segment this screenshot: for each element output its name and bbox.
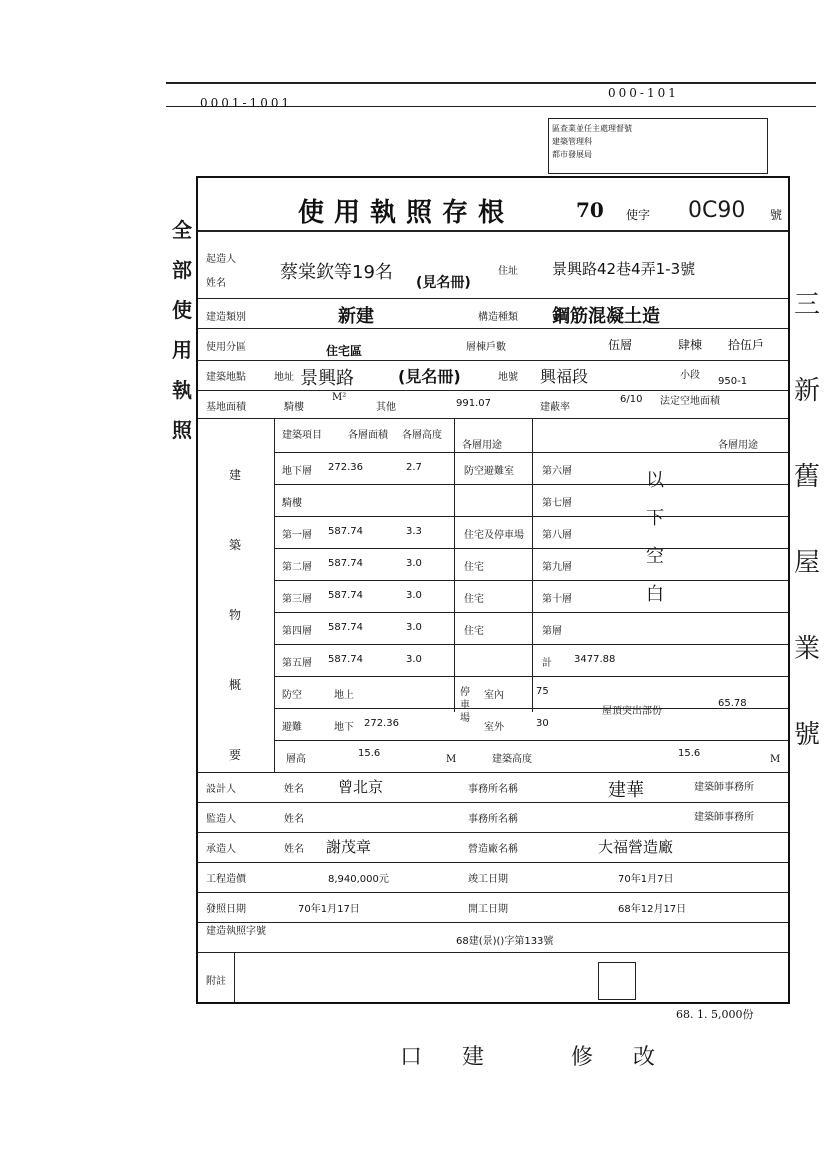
contractor-firm: 大福營造廠 [598, 838, 674, 856]
start-label: 開工日期 [468, 904, 508, 915]
floor-header-use-right: 各層用途 [718, 440, 758, 451]
parking-outdoor-value: 30 [536, 718, 549, 729]
supervisor-office-label: 事務所名稱 [468, 814, 518, 825]
structure-value: 鋼筋混凝土造 [552, 306, 660, 327]
floor-use: 住宅 [464, 594, 484, 605]
site-district: 興福段 [540, 367, 589, 386]
designer-name-label: 姓名 [284, 784, 304, 795]
total-value: 3477.88 [574, 654, 616, 665]
floor-header-height: 各層高度 [402, 430, 442, 441]
floor-area: 587.74 [328, 654, 363, 665]
floor-name-right: 第九層 [542, 562, 572, 573]
building-type-value: 新建 [338, 306, 374, 327]
height-unit: M [446, 754, 457, 765]
floor-height: 3.0 [406, 622, 422, 633]
floor-height: 2.7 [406, 462, 422, 473]
air-raid-under-value: 272.36 [364, 718, 399, 729]
seal-stamp [598, 962, 636, 1000]
top-left-code: 0001-1001 [200, 96, 293, 110]
total-label: 計 [542, 658, 552, 669]
parking-outdoor: 室外 [484, 722, 504, 733]
floor-name-right: 第七層 [542, 498, 572, 509]
bottom-margin-note: 口建 修改 [400, 1045, 695, 1070]
air-raid-ground: 地上 [334, 690, 354, 701]
parking-label: 停車場 [460, 687, 470, 724]
floor-name-right: 第層 [542, 626, 562, 637]
area-label: 基地面積 [206, 402, 246, 413]
floor-name: 地下層 [282, 466, 312, 477]
units-value: 拾伍戶 [728, 338, 765, 352]
floor-area: 587.74 [328, 590, 363, 601]
floor-use: 住宅 [464, 626, 484, 637]
contractor-name-label: 姓名 [284, 844, 304, 855]
supervisor-label: 監造人 [206, 814, 236, 825]
cert-suffix: 號 [770, 208, 783, 222]
finish-value: 70年1月7日 [618, 874, 674, 885]
parking-indoor-value: 75 [536, 686, 549, 697]
owner-addr-value: 景興路42巷4弄1-3號 [552, 260, 696, 278]
bld-height-unit: M [770, 754, 781, 765]
owner-label-top: 起造人 [206, 254, 236, 265]
owner-note: (見名冊) [416, 275, 471, 291]
bld-height-label: 建築高度 [492, 754, 532, 765]
form-title: 使用執照存根 [298, 198, 515, 228]
issue-value: 70年1月17日 [298, 904, 360, 915]
buildings-value: 肆棟 [678, 338, 703, 352]
building-summary-label: 建 築 物 概 要 [228, 468, 241, 762]
contractor-name: 謝茂章 [326, 838, 372, 856]
floor-area: 272.36 [328, 462, 363, 473]
floor-area: 587.74 [328, 558, 363, 569]
other-label: 其他 [376, 402, 396, 413]
supervisor-office-type: 建築師事務所 [694, 812, 754, 823]
coverage-value: 6/10 [620, 394, 643, 405]
floor-use: 住宅 [464, 562, 484, 573]
contractor-firm-label: 營造廠名稱 [468, 844, 518, 855]
left-margin-note: 全部使用執照 [172, 218, 192, 442]
site-lot-label: 地號 [498, 372, 518, 383]
floor-header-area: 各層面積 [348, 430, 388, 441]
floor-area: 587.74 [328, 622, 363, 633]
owner-value: 蔡棠欽等19名 [280, 262, 393, 283]
building-type-label: 建造類別 [206, 312, 246, 323]
site-note: (見名冊) [398, 367, 461, 386]
floors-count-label: 層棟戶數 [466, 342, 506, 353]
cert-number: 0C90 [688, 198, 746, 223]
issue-label: 發照日期 [206, 904, 246, 915]
site-sub: 小段 [680, 370, 700, 381]
cert-prefix: 使字 [626, 208, 651, 222]
designer-label: 設計人 [206, 784, 236, 795]
legal-open-label: 法定空地面積 [660, 396, 720, 407]
owner-addr-label: 住址 [498, 266, 518, 277]
other-value: 991.07 [456, 398, 491, 409]
footer-print: 68. 1. 5,000份 [676, 1008, 754, 1021]
remarks-label: 附註 [206, 976, 226, 987]
permit-value: 68建(景)()字第133號 [456, 936, 554, 947]
floor-height: 3.0 [406, 558, 422, 569]
right-margin-note: 三新舊屋業號 [794, 290, 821, 750]
roof-label: 屋頂突出部份 [602, 706, 662, 717]
floors-value: 伍層 [608, 338, 633, 352]
designer-name: 曾北京 [338, 778, 384, 796]
arcade-label: 騎樓 [284, 402, 304, 413]
form-year: 70 [576, 198, 604, 222]
floor-name: 第一層 [282, 530, 312, 541]
floor-name: 第五層 [282, 658, 312, 669]
floor-use: 防空避難室 [464, 466, 514, 477]
floor-name: 騎樓 [282, 498, 302, 509]
finish-label: 竣工日期 [468, 874, 508, 885]
site-label: 建築地點 [206, 372, 246, 383]
height-label: 層高 [286, 754, 306, 765]
cost-label: 工程造價 [206, 874, 246, 885]
floor-name-right: 第六層 [542, 466, 572, 477]
floor-height: 3.3 [406, 526, 422, 537]
contractor-label: 承造人 [206, 844, 236, 855]
site-addr-label: 地址 [274, 372, 294, 383]
roof-value: 65.78 [718, 698, 747, 709]
air-raid-under: 地下 [334, 722, 354, 733]
floor-name: 第四層 [282, 626, 312, 637]
site-lot-note: 950-1 [718, 376, 748, 387]
floor-area: 587.74 [328, 526, 363, 537]
area-unit: M² [332, 392, 347, 403]
designer-office-type: 建築師事務所 [694, 782, 754, 793]
license-form [196, 176, 790, 1004]
bld-height-value: 15.6 [678, 748, 701, 759]
site-value: 景興路 [300, 368, 354, 389]
start-value: 68年12月17日 [618, 904, 687, 915]
floor-name: 第三層 [282, 594, 312, 605]
floor-header-use: 各層用途 [462, 440, 502, 451]
use-zone-value: 住宅區 [326, 344, 363, 358]
top-right-code: 000-101 [608, 86, 679, 100]
floor-name-right: 第八層 [542, 530, 572, 541]
designer-office-label: 事務所名稱 [468, 784, 518, 795]
basement-note: 以下空白 [646, 470, 664, 605]
floor-use: 住宅及停車場 [464, 530, 524, 541]
office-stamp: 區查業並任主處理督號 建築管理科 都市發展局 [548, 118, 768, 174]
refuge-label: 避難 [282, 722, 302, 733]
parking-indoor: 室內 [484, 690, 504, 701]
floor-name: 第二層 [282, 562, 312, 573]
supervisor-name-label: 姓名 [284, 814, 304, 825]
floor-header-item: 建築項目 [282, 430, 322, 441]
structure-label: 構造種類 [478, 312, 518, 323]
floor-height: 3.0 [406, 654, 422, 665]
cost-value: 8,940,000元 [328, 874, 389, 885]
height-value: 15.6 [358, 748, 381, 759]
coverage-label: 建蔽率 [540, 402, 570, 413]
floor-height: 3.0 [406, 590, 422, 601]
use-zone-label: 使用分區 [206, 342, 246, 353]
air-raid-label: 防空 [282, 690, 302, 701]
floor-name-right: 第十層 [542, 594, 572, 605]
owner-label-bottom: 姓名 [206, 278, 226, 289]
designer-office: 建華 [608, 780, 644, 801]
permit-label: 建造執照字號 [206, 926, 266, 937]
